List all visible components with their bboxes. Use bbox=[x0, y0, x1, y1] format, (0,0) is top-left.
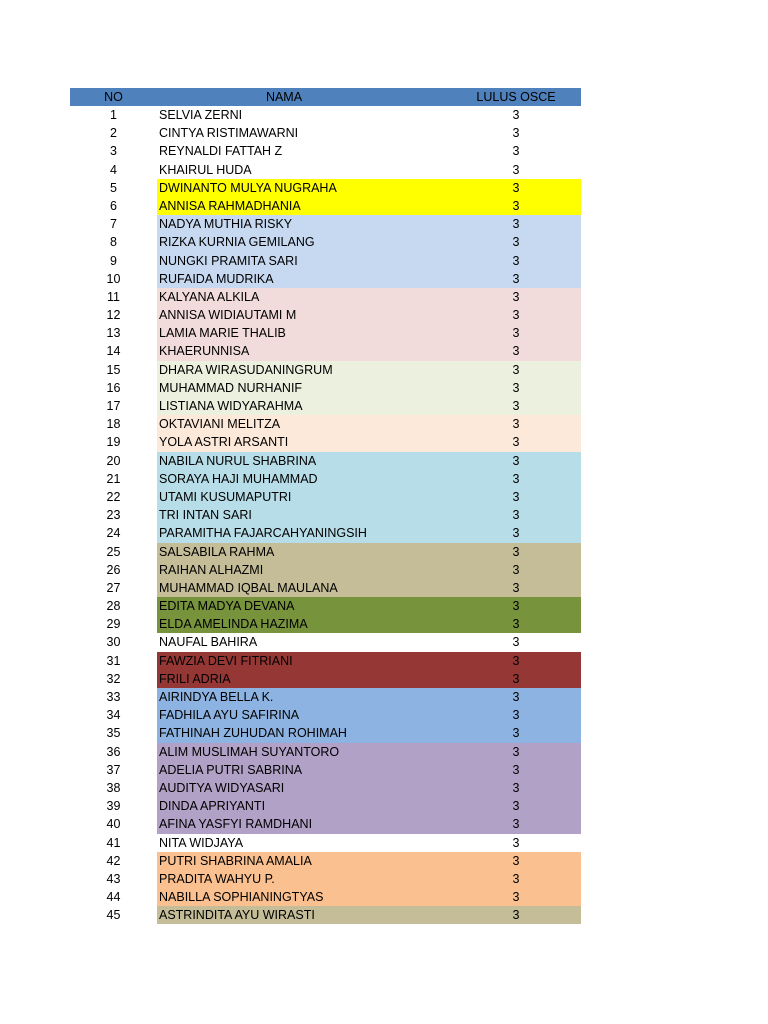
lulus-osce-value: 3 bbox=[512, 871, 520, 886]
student-name: LISTIANA WIDYARAHMA bbox=[159, 399, 303, 413]
row-highlight bbox=[157, 779, 581, 797]
row-number: 5 bbox=[110, 180, 117, 195]
row-highlight bbox=[157, 815, 581, 833]
row-number: 28 bbox=[106, 599, 121, 614]
row-number: 31 bbox=[106, 653, 121, 668]
student-name: KHAERUNNISA bbox=[159, 344, 250, 359]
table-row bbox=[70, 452, 581, 470]
lulus-osce-value: 3 bbox=[512, 671, 520, 686]
row-highlight bbox=[157, 179, 581, 197]
student-name: ANNISA WIDIAUTAMI M bbox=[159, 308, 297, 323]
lulus-osce-value: 3 bbox=[512, 762, 520, 777]
table-row bbox=[70, 179, 581, 197]
row-highlight bbox=[157, 197, 581, 215]
student-name: SALSABILA RAHMA bbox=[159, 544, 275, 559]
lulus-osce-value: 3 bbox=[512, 344, 520, 359]
row-number: 43 bbox=[106, 871, 121, 886]
table-row bbox=[70, 906, 581, 924]
student-name: NABILLA SOPHIANINGTYAS bbox=[159, 890, 324, 905]
student-name: AFINA YASFYI RAMDHANI bbox=[159, 817, 313, 832]
table-row bbox=[70, 743, 581, 761]
table-row bbox=[70, 161, 581, 179]
table-row bbox=[70, 470, 581, 488]
student-name: AUDITYA WIDYASARI bbox=[159, 780, 285, 795]
row-highlight bbox=[157, 361, 581, 379]
row-number: 19 bbox=[106, 435, 121, 450]
osce-results-table bbox=[70, 88, 581, 924]
row-number: 40 bbox=[106, 817, 121, 832]
table-row bbox=[70, 288, 581, 306]
row-highlight bbox=[157, 488, 581, 506]
row-highlight bbox=[157, 615, 581, 633]
table-row bbox=[70, 379, 581, 397]
table-row bbox=[70, 488, 581, 506]
table-row bbox=[70, 124, 581, 142]
header-lulus-osce: LULUS OSCE bbox=[476, 90, 556, 104]
lulus-osce-value: 3 bbox=[512, 526, 520, 541]
lulus-osce-value: 3 bbox=[512, 435, 520, 450]
table-row bbox=[70, 142, 581, 160]
lulus-osce-value: 3 bbox=[512, 562, 520, 577]
row-number: 26 bbox=[106, 562, 121, 577]
student-name: NAUFAL BAHIRA bbox=[159, 635, 258, 650]
row-number: 15 bbox=[106, 362, 121, 377]
row-number: 38 bbox=[106, 780, 121, 795]
student-name: DWINANTO MULYA NUGRAHA bbox=[159, 180, 337, 195]
table-row bbox=[70, 834, 581, 852]
lulus-osce-value: 3 bbox=[512, 326, 520, 341]
row-number: 16 bbox=[106, 380, 121, 395]
student-name: FRILI ADRIA bbox=[159, 671, 231, 686]
lulus-osce-value: 3 bbox=[512, 399, 520, 413]
row-highlight bbox=[157, 342, 581, 360]
row-number: 17 bbox=[106, 399, 121, 413]
student-name: LAMIA MARIE THALIB bbox=[159, 326, 286, 341]
row-highlight bbox=[157, 124, 581, 142]
row-highlight bbox=[157, 306, 581, 324]
lulus-osce-value: 3 bbox=[512, 489, 520, 504]
row-number: 23 bbox=[106, 508, 121, 523]
student-name: MUHAMMAD NURHANIF bbox=[159, 380, 303, 395]
row-number: 3 bbox=[110, 144, 117, 159]
lulus-osce-value: 3 bbox=[512, 744, 520, 759]
student-name: FADHILA AYU SAFIRINA bbox=[159, 708, 300, 723]
lulus-osce-value: 3 bbox=[512, 690, 520, 704]
table-row bbox=[70, 306, 581, 324]
row-number: 30 bbox=[106, 635, 121, 650]
lulus-osce-value: 3 bbox=[512, 217, 520, 232]
row-highlight bbox=[157, 797, 581, 815]
row-number: 7 bbox=[110, 217, 117, 232]
student-name: CINTYA RISTIMAWARNI bbox=[159, 126, 299, 141]
row-highlight bbox=[157, 543, 581, 561]
row-highlight bbox=[157, 379, 581, 397]
row-highlight bbox=[157, 433, 581, 451]
row-highlight bbox=[157, 470, 581, 488]
table-row bbox=[70, 270, 581, 288]
student-name: AIRINDYA BELLA K. bbox=[159, 690, 274, 704]
row-number: 41 bbox=[106, 835, 121, 850]
student-name: SORAYA HAJI MUHAMMAD bbox=[159, 471, 318, 486]
row-highlight bbox=[157, 288, 581, 306]
row-number: 42 bbox=[106, 853, 121, 868]
row-highlight bbox=[157, 670, 581, 688]
student-name: PARAMITHA FAJARCAHYANINGSIH bbox=[159, 526, 367, 541]
row-highlight bbox=[157, 452, 581, 470]
lulus-osce-value: 3 bbox=[512, 835, 520, 850]
student-name: DHARA WIRASUDANINGRUM bbox=[159, 362, 333, 377]
lulus-osce-value: 3 bbox=[512, 708, 520, 723]
lulus-osce-value: 3 bbox=[512, 471, 520, 486]
lulus-osce-value: 3 bbox=[512, 308, 520, 323]
lulus-osce-value: 3 bbox=[512, 289, 520, 304]
lulus-osce-value: 3 bbox=[512, 908, 520, 923]
row-number: 22 bbox=[106, 489, 121, 504]
header-no: NO bbox=[104, 90, 123, 104]
row-highlight bbox=[157, 597, 581, 615]
table-row bbox=[70, 761, 581, 779]
lulus-osce-value: 3 bbox=[512, 890, 520, 905]
student-name: UTAMI KUSUMAPUTRI bbox=[159, 489, 292, 504]
row-number: 6 bbox=[110, 198, 117, 213]
student-name: PRADITA WAHYU P. bbox=[159, 871, 275, 886]
table-row bbox=[70, 524, 581, 542]
row-number: 18 bbox=[106, 417, 121, 432]
row-number: 45 bbox=[106, 908, 121, 923]
row-highlight bbox=[157, 142, 581, 160]
student-name: ADELIA PUTRI SABRINA bbox=[159, 762, 303, 777]
lulus-osce-value: 3 bbox=[512, 780, 520, 795]
lulus-osce-value: 3 bbox=[512, 817, 520, 832]
table-row bbox=[70, 397, 581, 415]
row-highlight bbox=[157, 524, 581, 542]
lulus-osce-value: 3 bbox=[512, 235, 520, 250]
row-highlight bbox=[157, 233, 581, 251]
student-name: OKTAVIANI MELITZA bbox=[159, 417, 281, 432]
row-number: 25 bbox=[106, 544, 121, 559]
student-name: REYNALDI FATTAH Z bbox=[159, 144, 283, 159]
lulus-osce-value: 3 bbox=[512, 453, 520, 468]
table-row bbox=[70, 688, 581, 706]
table-row bbox=[70, 342, 581, 360]
row-highlight bbox=[157, 397, 581, 415]
row-highlight bbox=[157, 888, 581, 906]
lulus-osce-value: 3 bbox=[512, 126, 520, 141]
row-number: 12 bbox=[106, 308, 121, 323]
table-row bbox=[70, 415, 581, 433]
lulus-osce-value: 3 bbox=[512, 144, 520, 159]
row-highlight bbox=[157, 852, 581, 870]
lulus-osce-value: 3 bbox=[512, 362, 520, 377]
row-number: 11 bbox=[107, 289, 120, 304]
row-highlight bbox=[157, 252, 581, 270]
row-number: 34 bbox=[106, 708, 121, 723]
table-row bbox=[70, 724, 581, 742]
table-row bbox=[70, 506, 581, 524]
lulus-osce-value: 3 bbox=[512, 271, 520, 286]
row-number: 2 bbox=[110, 126, 117, 141]
row-number: 8 bbox=[110, 235, 117, 250]
lulus-osce-value: 3 bbox=[512, 198, 520, 213]
row-number: 10 bbox=[106, 271, 121, 286]
lulus-osce-value: 3 bbox=[512, 599, 520, 614]
student-name: FATHINAH ZUHUDAN ROHIMAH bbox=[159, 726, 347, 741]
row-number: 29 bbox=[106, 617, 121, 632]
lulus-osce-value: 3 bbox=[512, 653, 520, 668]
table-row bbox=[70, 543, 581, 561]
table-row bbox=[70, 815, 581, 833]
student-name: FAWZIA DEVI FITRIANI bbox=[159, 653, 293, 668]
table-header-row bbox=[70, 88, 581, 106]
header-nama: NAMA bbox=[265, 90, 303, 104]
row-highlight bbox=[157, 724, 581, 742]
student-name: ANNISA RAHMADHANIA bbox=[159, 198, 301, 213]
table-row bbox=[70, 633, 581, 651]
row-highlight bbox=[157, 652, 581, 670]
student-name: NITA WIDJAYA bbox=[159, 835, 244, 850]
table-row bbox=[70, 652, 581, 670]
table-row bbox=[70, 870, 581, 888]
row-highlight bbox=[157, 161, 581, 179]
student-name: MUHAMMAD IQBAL MAULANA bbox=[159, 580, 338, 595]
table-row bbox=[70, 233, 581, 251]
row-highlight bbox=[157, 906, 581, 924]
table-row bbox=[70, 706, 581, 724]
table-row bbox=[70, 779, 581, 797]
lulus-osce-value: 3 bbox=[512, 180, 520, 195]
row-number: 32 bbox=[106, 671, 121, 686]
student-name: ELDA AMELINDA HAZIMA bbox=[159, 617, 308, 632]
row-number: 1 bbox=[110, 108, 117, 122]
row-highlight bbox=[157, 834, 581, 852]
table-row bbox=[70, 597, 581, 615]
student-name: RUFAIDA MUDRIKA bbox=[159, 271, 274, 286]
student-name: NABILA NURUL SHABRINA bbox=[159, 453, 317, 468]
table-row bbox=[70, 197, 581, 215]
table-body bbox=[70, 106, 581, 924]
row-highlight bbox=[157, 106, 581, 124]
table-row bbox=[70, 561, 581, 579]
row-number: 36 bbox=[106, 744, 121, 759]
row-number: 21 bbox=[106, 471, 121, 486]
row-highlight bbox=[157, 761, 581, 779]
student-name: KALYANA ALKILA bbox=[159, 289, 260, 304]
lulus-osce-value: 3 bbox=[512, 853, 520, 868]
student-name: SELVIA ZERNI bbox=[159, 108, 243, 122]
student-name: RIZKA KURNIA GEMILANG bbox=[159, 235, 315, 250]
student-name: RAIHAN ALHAZMI bbox=[159, 562, 264, 577]
row-highlight bbox=[157, 870, 581, 888]
row-highlight bbox=[157, 633, 581, 651]
row-number: 44 bbox=[106, 890, 121, 905]
student-name: TRI INTAN SARI bbox=[159, 508, 252, 523]
table-row bbox=[70, 579, 581, 597]
student-name: EDITA MADYA DEVANA bbox=[159, 599, 295, 614]
table-row bbox=[70, 888, 581, 906]
student-name: ALIM MUSLIMAH SUYANTORO bbox=[159, 744, 340, 759]
lulus-osce-value: 3 bbox=[512, 162, 520, 177]
row-highlight bbox=[157, 506, 581, 524]
row-number: 20 bbox=[106, 453, 121, 468]
lulus-osce-value: 3 bbox=[512, 380, 520, 395]
row-highlight bbox=[157, 743, 581, 761]
row-highlight bbox=[157, 324, 581, 342]
student-name: NADYA MUTHIA RISKY bbox=[159, 217, 293, 232]
lulus-osce-value: 3 bbox=[512, 580, 520, 595]
lulus-osce-value: 3 bbox=[512, 108, 520, 122]
student-name: ASTRINDITA AYU WIRASTI bbox=[159, 908, 315, 923]
student-name: YOLA ASTRI ARSANTI bbox=[159, 435, 289, 450]
lulus-osce-value: 3 bbox=[512, 253, 520, 268]
row-number: 39 bbox=[106, 799, 121, 814]
lulus-osce-value: 3 bbox=[512, 617, 520, 632]
row-number: 14 bbox=[106, 344, 121, 359]
student-name: DINDA APRIYANTI bbox=[159, 799, 266, 814]
table-row bbox=[70, 670, 581, 688]
student-name: KHAIRUL HUDA bbox=[159, 162, 252, 177]
table-row bbox=[70, 852, 581, 870]
lulus-osce-value: 3 bbox=[512, 726, 520, 741]
lulus-osce-value: 3 bbox=[512, 508, 520, 523]
lulus-osce-value: 3 bbox=[512, 544, 520, 559]
row-highlight bbox=[157, 688, 581, 706]
row-highlight bbox=[157, 215, 581, 233]
table-row bbox=[70, 215, 581, 233]
table-row bbox=[70, 615, 581, 633]
row-highlight bbox=[157, 561, 581, 579]
row-number: 33 bbox=[106, 690, 121, 704]
row-number: 9 bbox=[110, 253, 117, 268]
row-number: 35 bbox=[106, 726, 121, 741]
row-number: 27 bbox=[106, 580, 121, 595]
lulus-osce-value: 3 bbox=[512, 417, 520, 432]
row-number: 37 bbox=[106, 762, 121, 777]
table-row bbox=[70, 324, 581, 342]
lulus-osce-value: 3 bbox=[512, 635, 520, 650]
student-name: NUNGKI PRAMITA SARI bbox=[159, 253, 298, 268]
table-row bbox=[70, 252, 581, 270]
row-highlight bbox=[157, 270, 581, 288]
student-name: PUTRI SHABRINA AMALIA bbox=[159, 853, 312, 868]
table-row bbox=[70, 797, 581, 815]
lulus-osce-value: 3 bbox=[512, 799, 520, 814]
row-number: 13 bbox=[106, 326, 121, 341]
row-number: 4 bbox=[110, 162, 117, 177]
row-highlight bbox=[157, 415, 581, 433]
table-row bbox=[70, 433, 581, 451]
row-number: 24 bbox=[106, 526, 121, 541]
table-row bbox=[70, 361, 581, 379]
table-row bbox=[70, 106, 581, 124]
row-highlight bbox=[157, 579, 581, 597]
row-highlight bbox=[157, 706, 581, 724]
